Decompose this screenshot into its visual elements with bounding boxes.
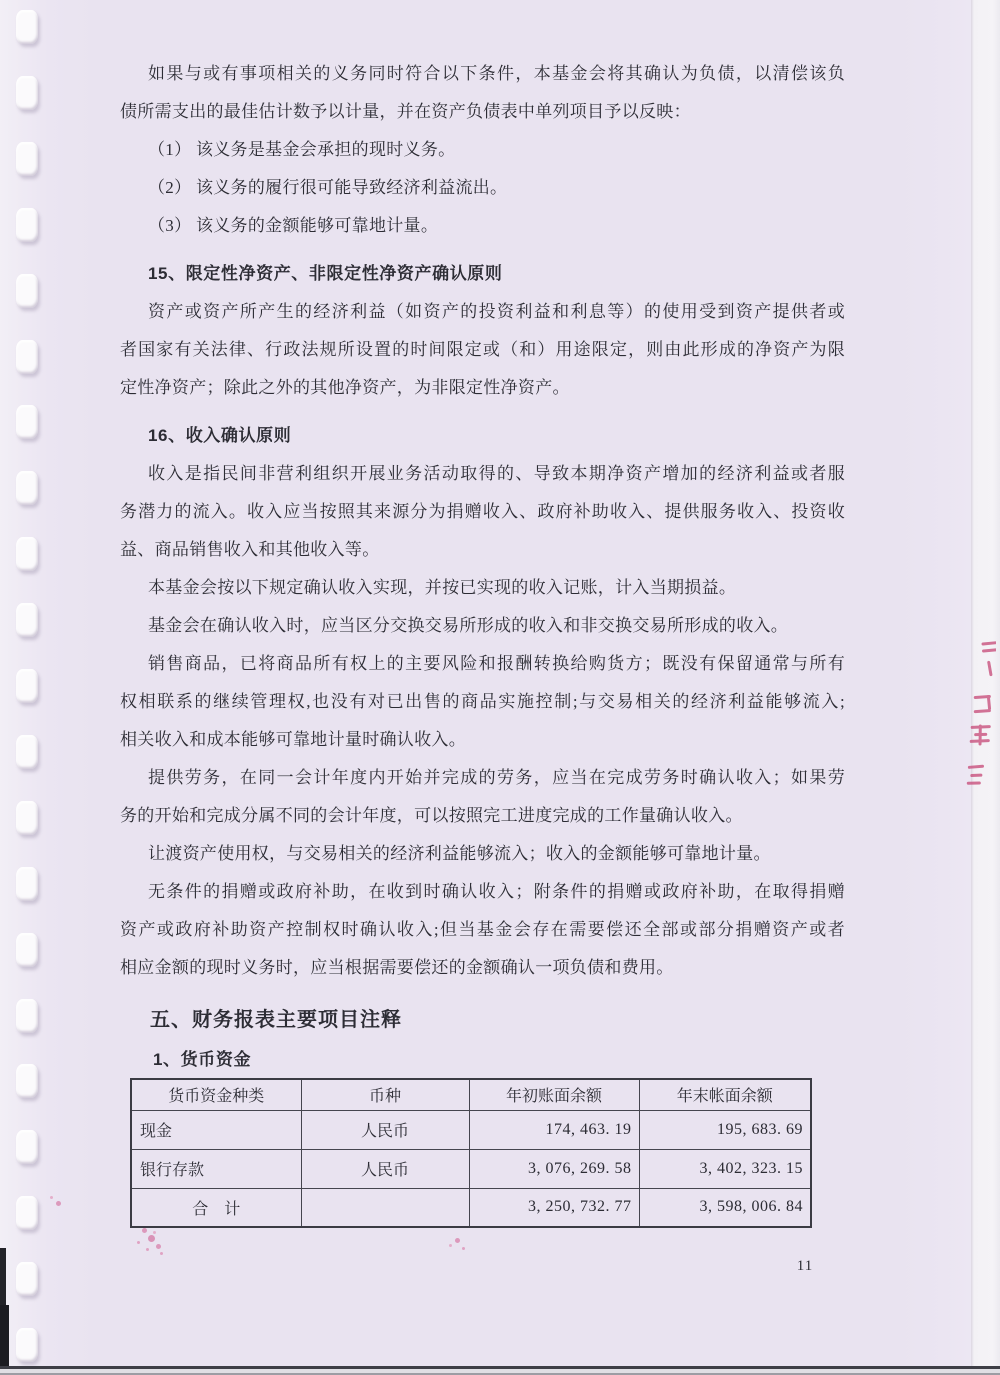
page-number: 11 (796, 1258, 814, 1274)
paragraph-line: 务潜力的流入。收入应当按照其来源分为捐赠收入、政府补助收入、提供服务收入、投资收 (120, 502, 845, 521)
paragraph-line: 相关收入和成本能够可靠地计量时确认收入。 (120, 730, 466, 749)
opening-balance-cell: 3, 076, 269. 58 (469, 1149, 639, 1188)
fund-type-cell: 现金 (131, 1110, 301, 1149)
document-content (120, 55, 845, 1079)
paragraph-line: 销售商品，已将商品所有权上的主要风险和报酬转换给购货方；既没有保留通常与所有 (148, 654, 845, 673)
closing-balance-cell: 3, 598, 006. 84 (639, 1188, 811, 1227)
binding-hole (16, 471, 38, 505)
binding-hole (16, 10, 38, 44)
paragraph-line: 本基金会按以下规定确认收入实现，并按已实现的收入记账，计入当期损益。 (148, 578, 737, 597)
binding-hole (16, 208, 38, 242)
paragraph-line: 资产或政府补助资产控制权时确认收入;但当基金会存在需要偿还全部或部分捐赠资产或者 (120, 920, 845, 939)
column-header: 年初账面余额 (469, 1079, 639, 1110)
opening-balance-cell: 174, 463. 19 (469, 1110, 639, 1149)
opening-balance-cell: 3, 250, 732. 77 (469, 1188, 639, 1227)
paragraph-line: 如果与或有事项相关的义务同时符合以下条件，本基金会将其确认为负债，以清偿该负 (148, 64, 845, 83)
binding-hole (16, 1262, 38, 1296)
currency-cell (301, 1188, 469, 1227)
binding-hole (16, 1196, 38, 1230)
binding-hole (16, 405, 38, 439)
binding-hole (16, 537, 38, 571)
column-header: 货币资金种类 (131, 1079, 301, 1110)
binding-hole (16, 76, 38, 110)
binding-hole (16, 603, 38, 637)
section-heading: 五、财务报表主要项目注释 (150, 1009, 402, 1031)
paragraph-line: 益、商品销售收入和其他收入等。 (120, 540, 380, 559)
table-header-row (131, 1079, 811, 1110)
paragraph-line: 无条件的捐赠或政府补助，在收到时确认收入；附条件的捐赠或政府补助，在取得捐赠 (148, 882, 845, 901)
binding-hole (16, 999, 38, 1033)
list-item: （1） 该义务是基金会承担的现时义务。 (148, 140, 456, 159)
paragraph-line: 让渡资产使用权，与交易相关的经济利益能够流入；收入的金额能够可靠地计量。 (148, 844, 771, 863)
scan-corner-shadow (0, 1305, 9, 1375)
total-label-cell: 合 计 (131, 1188, 301, 1227)
fund-type-cell: 银行存款 (131, 1149, 301, 1188)
table-total-row (131, 1188, 811, 1227)
paragraph-line: 债所需支出的最佳估计数予以计量，并在资产负债表中单列项目予以反映： (120, 102, 691, 121)
list-item: （3） 该义务的金额能够可靠地计量。 (148, 216, 439, 235)
closing-balance-cell: 195, 683. 69 (639, 1110, 811, 1149)
ink-splatter (0, 0, 3, 3)
paragraph-line: 提供劳务，在同一会计年度内开始并完成的劳务，应当在完成劳务时确认收入；如果劳 (148, 768, 845, 787)
paragraph-line: 权相联系的继续管理权,也没有对已出售的商品实施控制;与交易相关的经济利益能够流入; (120, 692, 845, 711)
list-item: （2） 该义务的履行很可能导致经济利益流出。 (148, 178, 508, 197)
binding-hole (16, 801, 38, 835)
binding-hole (16, 1064, 38, 1098)
paragraph-line: 定性净资产；除此之外的其他净资产，为非限定性净资产。 (120, 378, 570, 397)
column-header: 年末帐面余额 (639, 1079, 811, 1110)
paragraph-line: 者国家有关法律、行政法规所设置的时间限定或（和）用途限定，则由此形成的净资产为限 (120, 340, 845, 359)
binding-hole (16, 867, 38, 901)
binding-hole (16, 669, 38, 703)
binding-hole (16, 933, 38, 967)
column-header: 币种 (301, 1079, 469, 1110)
binding-hole (16, 1328, 38, 1362)
paragraph-line: 资产或资产所产生的经济利益（如资产的投资利益和利息等）的使用受到资产提供者或 (148, 302, 845, 321)
binding-hole (16, 142, 38, 176)
closing-balance-cell: 3, 402, 323. 15 (639, 1149, 811, 1188)
paragraph-line: 务的开始和完成分属不同的会计年度，可以按照完工进度完成的工作量确认收入。 (120, 806, 743, 825)
table-row (131, 1110, 811, 1149)
monetary-funds-table (130, 1078, 812, 1228)
section-heading: 1、货币资金 (153, 1050, 252, 1069)
red-handwriting-marks (966, 636, 996, 801)
binding-hole (16, 735, 38, 769)
binding-hole (16, 340, 38, 374)
paragraph-line: 相应金额的现时义务时，应当根据需要偿还的金额确认一项负债和费用。 (120, 958, 674, 977)
currency-cell: 人民币 (301, 1110, 469, 1149)
paragraph-line: 基金会在确认收入时，应当区分交换交易所形成的收入和非交换交易所形成的收入。 (148, 616, 789, 635)
section-heading: 15、限定性净资产、非限定性净资产确认原则 (148, 264, 503, 283)
paragraph-line: 收入是指民间非营利组织开展业务活动取得的、导致本期净资产增加的经济利益或者服 (148, 464, 845, 483)
table-row (131, 1149, 811, 1188)
section-heading: 16、收入确认原则 (148, 426, 292, 445)
currency-cell: 人民币 (301, 1149, 469, 1188)
binding-hole (16, 1130, 38, 1164)
binding-hole (16, 274, 38, 308)
